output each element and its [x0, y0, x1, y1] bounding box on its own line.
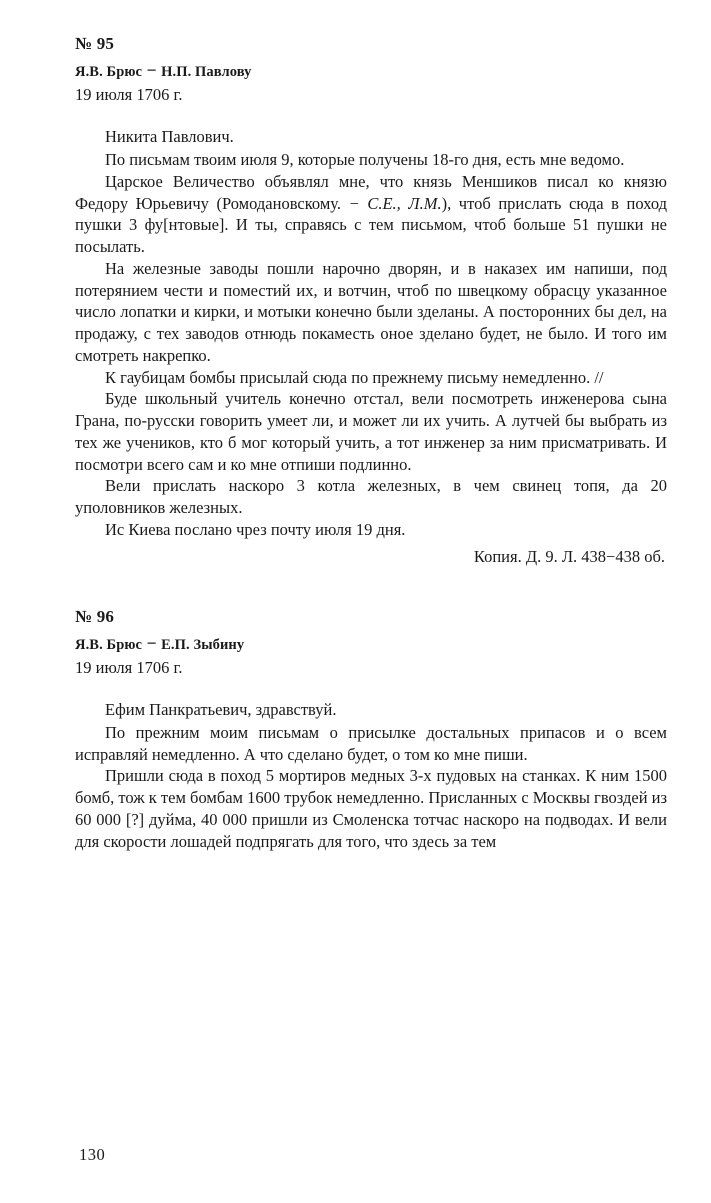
document-number: № 96 [75, 606, 115, 626]
document-title-dash: − [142, 632, 162, 653]
document-title-from: Я.В. Брюс [75, 636, 143, 653]
document-title [75, 633, 667, 654]
document-block-96 [75, 607, 667, 853]
page-number: 130 [79, 1145, 106, 1164]
document-date: 19 июля 1706 г. [75, 657, 183, 677]
document-paragraph: На железные заводы пошли нарочно дворян, и в наказех им напиши, под потерянием чести и поместий их, и вотчин, чтоб по швецкому обрасцу указанное число лопатки и кирки, и мотыки конечно были зделаны. А посторонних бы дел, на продажу, с тех заводов отнюдь покаместь оное зделано будет, не было. И того им смотреть накрепко. [75, 258, 667, 365]
document-date: 19 июля 1706 г. [75, 85, 183, 104]
document-salutation: Никита Павлович. [105, 127, 234, 146]
document-paragraph: Царское Величество объявлял мне, что князь Меншиков писал ко князю Федору Юрьевичу (Ромодановскому. − С.Е., Л.М.), чтоб прислать сюда в поход пушки 3 фу[нтовые]. И ты, справясь с тем письмом, чтоб больше 51 пушки не посылать. [75, 171, 668, 257]
document-title-dash: − [142, 60, 162, 80]
document-title-to: Н.П. Павлову [161, 64, 252, 80]
document-paragraph: К гаубицам бомбы присылай сюда по прежнему письму немедленно. // [105, 367, 604, 387]
document-paragraph: Пришли сюда в поход 5 мортиров медных 3-х пудовых на станках. К ним 1500 бомб, тож к тем бомбам 1600 трубок немедленно. Присланных с Москвы гвоздей из 60 000 [?] дуйма, 40 000 пришли из Смоленска тотчас наскоро на подводах. И вели для скорости лошадей подпрягать для того, что здесь за тем [75, 766, 667, 851]
document-number: № 95 [75, 34, 115, 53]
document-paragraph: Буде школьный учитель конечно отстал, вели посмотреть инженерова сына Грана, по-русски говорить умеет ли, и может ли их учить. А лутчей бы выбрать из тех же учеников, кто б мог который учить, а тот инженер за ним присматривать. И посмотри всего сам и ко мне отпиши подлинно. [75, 389, 667, 474]
archive-reference: Копия. Д. 9. Л. 438−438 об. [473, 546, 665, 566]
document-paragraph: По прежним моим письмам о присылке достальных припасов и о всем исправляй немедленно. А что сделано будет, о том ко мне пиши. [75, 722, 667, 764]
document-title-from: Я.В. Брюс [75, 64, 143, 80]
document-paragraph: Вели прислать наскоро 3 котла железных, в чем свинец топя, да 20 уполовников железных. [75, 476, 667, 518]
document-salutation: Ефим Панкратьевич, здравствуй. [105, 699, 337, 719]
document-title-to: Е.П. Зыбину [161, 636, 245, 653]
document-title [75, 60, 667, 81]
document-paragraph: Ис Киева послано чрез почту июля 19 дня. [105, 520, 406, 540]
document-paragraph: По письмам твоим июля 9, которые получены 18-го дня, есть мне ведомо. [105, 150, 625, 169]
document-block-95 [75, 34, 667, 567]
